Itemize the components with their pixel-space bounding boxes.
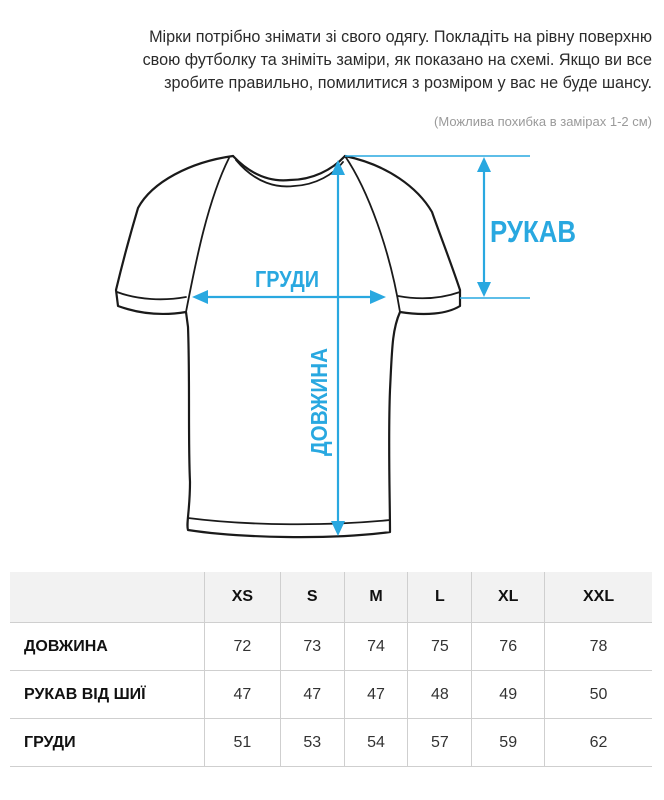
size-header: XXL <box>545 572 652 623</box>
tshirt-measurement-diagram <box>0 140 664 560</box>
table-cell: 53 <box>280 719 344 767</box>
intro-line-3: зробите правильно, помилитися з розміром у вас не буде шансу. <box>164 74 652 92</box>
table-cell: 72 <box>205 623 281 671</box>
table-cell: 50 <box>545 671 652 719</box>
row-label: ДОВЖИНА <box>10 623 205 671</box>
table-cell: 47 <box>205 671 281 719</box>
table-cell: 54 <box>344 719 408 767</box>
table-row <box>10 671 652 719</box>
tshirt-outline <box>116 156 460 537</box>
size-header: XL <box>472 572 545 623</box>
size-header: L <box>408 572 472 623</box>
row-label: РУКАВ ВІД ШИЇ <box>10 671 205 719</box>
table-cell: 47 <box>280 671 344 719</box>
table-header-row <box>10 572 652 623</box>
size-header: S <box>280 572 344 623</box>
size-header: XS <box>205 572 281 623</box>
intro-line-2: свою футболку та зніміть заміри, як показано на схемі. Якщо ви все <box>142 51 652 69</box>
tshirt-collar <box>233 156 345 180</box>
raglan-seam-left <box>186 158 229 312</box>
raglan-seam-right <box>345 156 400 312</box>
row-label: ГРУДИ <box>10 719 205 767</box>
table-cell: 57 <box>408 719 472 767</box>
table-cell: 62 <box>545 719 652 767</box>
intro-line-1: Мірки потрібно знімати зі свого одягу. Покладіть на рівну поверхню <box>149 28 652 46</box>
table-cell: 59 <box>472 719 545 767</box>
table-cell: 74 <box>344 623 408 671</box>
tolerance-note: (Можлива похибка в замірах 1-2 см) <box>434 114 652 129</box>
table-cell: 48 <box>408 671 472 719</box>
table-cell: 51 <box>205 719 281 767</box>
size-header: M <box>344 572 408 623</box>
length-label: ДОВЖИНА <box>306 335 332 456</box>
table-cell: 76 <box>472 623 545 671</box>
table-cell: 75 <box>408 623 472 671</box>
intro-text <box>20 26 652 95</box>
table-cell: 49 <box>472 671 545 719</box>
chest-label: ГРУДИ <box>255 266 319 292</box>
table-row <box>10 623 652 671</box>
table-header-corner <box>10 572 205 623</box>
table-cell: 78 <box>545 623 652 671</box>
table-row <box>10 719 652 767</box>
size-chart-table <box>10 572 652 767</box>
table-cell: 73 <box>280 623 344 671</box>
table-cell: 47 <box>344 671 408 719</box>
sleeve-label: РУКАВ <box>490 214 576 249</box>
